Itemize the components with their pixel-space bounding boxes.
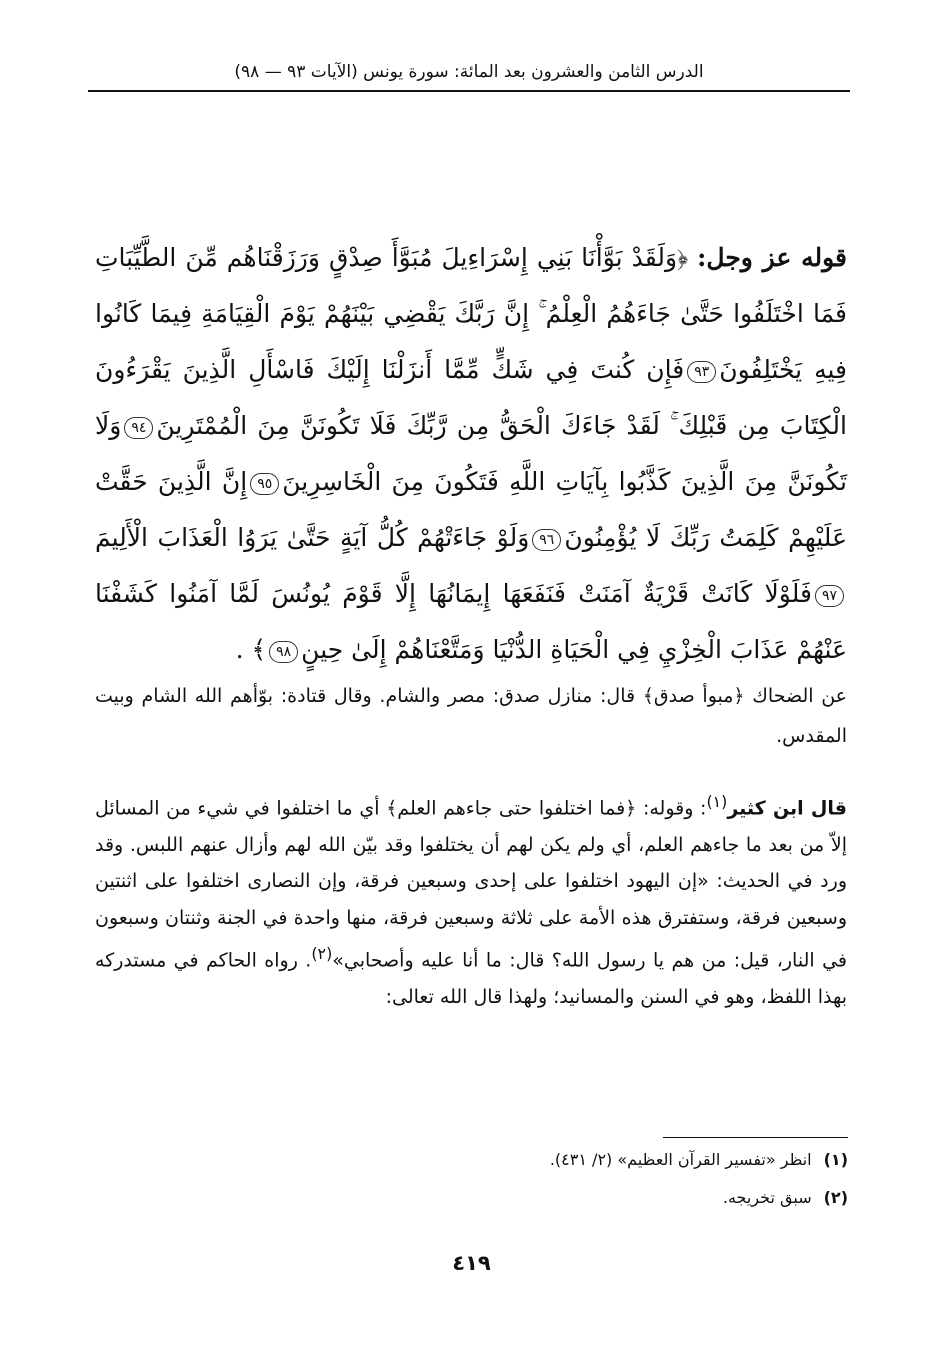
verse-97-marker: ٩٧ xyxy=(815,585,844,607)
verse-98-marker: ٩٨ xyxy=(269,641,298,663)
verse-96-marker: ٩٦ xyxy=(532,529,561,551)
footnote-1-number: (١) xyxy=(823,1150,848,1169)
footnote-2 xyxy=(300,1185,848,1211)
verse-93-marker: ٩٣ xyxy=(687,361,716,383)
ibn-kathir-text-a: : وقوله: ﴿فما اختلفوا حتى جاءهم العلم﴾ أي ما اختلفوا في شيء من المسائل إلاّ من بعد ما جاءهم العلم، أي ولم يكن لهم أن يختلفوا وقد بيّن الله لهم وأزال عنهم اللبس. وقد ورد في الحديث: «إن اليهود اختلفوا على إحدى وسبعين فرقة، وإن النصارى اختلفوا على اثنتين وسبعين فرقة، وستفترق هذه الأمة على ثلاثة وسبعين فرقة، منها واحدة في الجنة وثنتان وسبعون في النار، قيل: من هم يا رسول الله؟ قال: ما أنا عليه وأصحابي» xyxy=(95,797,847,972)
ibn-kathir-lead: قال ابن كثير xyxy=(727,797,847,820)
verse-93-text: وَلَقَدْ بَوَّأْنَا بَنِي إِسْرَاءِيلَ مُبَوَّأَ صِدْقٍ وَرَزَقْنَاهُم مِّنَ الطَّيِّبَاتِ فَمَا اخْتَلَفُوا حَتَّىٰ جَاءَهُمُ الْعِلْمُ ۚ إِنَّ رَبَّكَ يَقْضِي بَيْنَهُمْ يَوْمَ الْقِيَامَةِ فِيمَا كَانُوا فِيهِ يَخْتَلِفُونَ xyxy=(95,243,847,384)
quran-passage xyxy=(95,230,847,678)
footnote-2-text: سبق تخريجه. xyxy=(722,1188,812,1207)
footnote-2-number: (٢) xyxy=(823,1188,848,1207)
footnote-divider xyxy=(663,1137,848,1138)
quran-close-bracket: ﴾ . xyxy=(235,635,267,664)
quran-lead: قوله عز وجل: xyxy=(697,243,847,272)
verse-97-text: وَلَوْ جَاءَتْهُمْ كُلُّ آيَةٍ حَتَّىٰ يَرَوُا الْعَذَابَ الْأَلِيمَ xyxy=(95,523,530,552)
verse-95-text: وَلَا تَكُونَنَّ مِنَ الَّذِينَ كَذَّبُوا بِآيَاتِ اللَّهِ فَتَكُونَ مِنَ الْخَاسِرِينَ xyxy=(95,411,848,496)
footnote-ref-2[interactable]: (٢) xyxy=(311,944,333,964)
ibn-kathir-text-b: . رواه الحاكم في مستدركه بهذا اللفظ، وهو في السنن والمسانيد؛ ولهذا قال الله تعالى: xyxy=(95,949,847,1009)
running-header: الدرس الثامن والعشرون بعد المائة: سورة يونس (الآيات ٩٣ — ٩٨) xyxy=(234,62,704,82)
verse-98-text: فَلَوْلَا كَانَتْ قَرْيَةٌ آمَنَتْ فَنَفَعَهَا إِيمَانُهَا إِلَّا قَوْمَ يُونُسَ لَمَّا آمَنُوا كَشَفْنَا عَنْهُمْ عَذَابَ الْخِزْيِ فِي الْحَيَاةِ الدُّنْيَا وَمَتَّعْنَاهُمْ إِلَىٰ حِينٍ xyxy=(95,579,847,664)
paragraph-dahhak: عن الضحاك ﴿مبوأ صدق﴾ قال: منازل صدق: مصر والشام. وقال قتادة: بوّأهم الله الشام وبيت المقدس. xyxy=(95,685,847,747)
verse-96-text: إِنَّ الَّذِينَ حَقَّتْ عَلَيْهِمْ كَلِمَتُ رَبِّكَ لَا يُؤْمِنُونَ xyxy=(95,467,847,552)
verse-95-marker: ٩٥ xyxy=(250,473,279,495)
footnote-1-text: انظر «تفسير القرآن العظيم» (٢/ ٤٣١). xyxy=(549,1150,812,1169)
header-divider xyxy=(88,90,850,92)
page-number: ٤١٩ xyxy=(452,1251,491,1275)
footnote-1 xyxy=(300,1147,848,1173)
verse-94-marker: ٩٤ xyxy=(124,417,153,439)
footnote-ref-1[interactable]: (١) xyxy=(706,792,728,811)
verse-94-text: فَإِن كُنتَ فِي شَكٍّ مِّمَّا أَنزَلْنَا إِلَيْكَ فَاسْأَلِ الَّذِينَ يَقْرَءُونَ الْكِتَابَ مِن قَبْلِكَ ۚ لَقَدْ جَاءَكَ الْحَقُّ مِن رَّبِّكَ فَلَا تَكُونَنَّ مِنَ الْمُمْتَرِينَ xyxy=(95,355,847,440)
quran-open-bracket: ﴿ xyxy=(677,243,689,272)
paragraph-ibn-kathir xyxy=(95,784,847,1016)
